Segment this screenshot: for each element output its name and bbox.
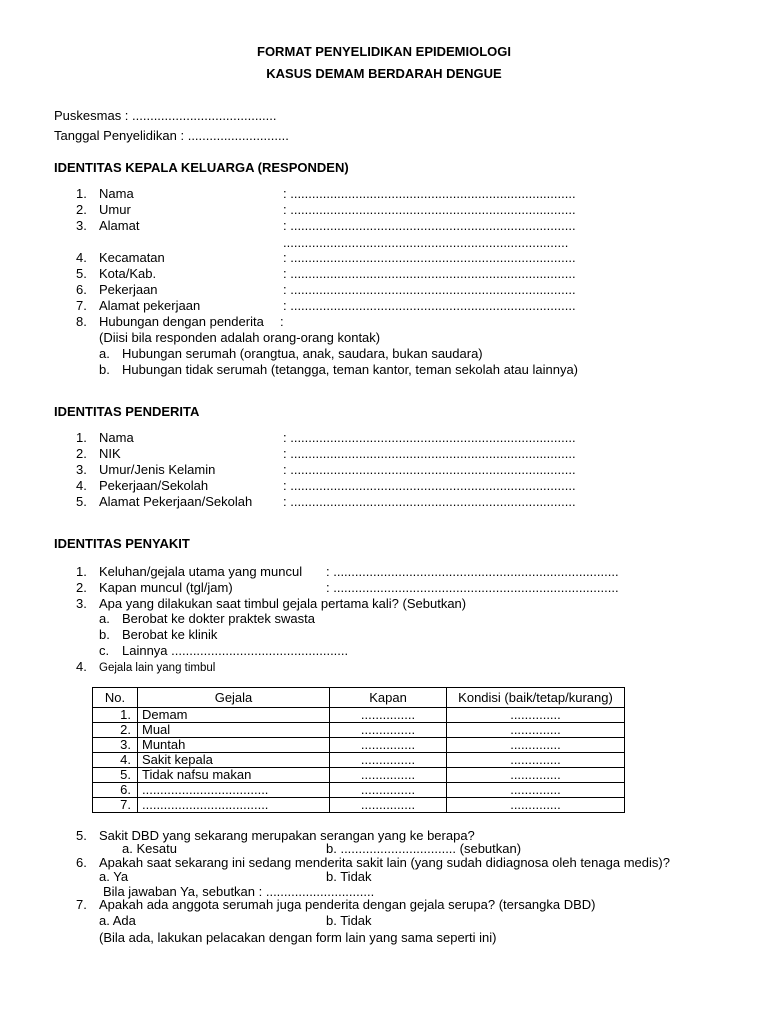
table-row (93, 783, 625, 798)
q7-option-a: a. Ada (99, 913, 136, 928)
field-label-nik: NIK (99, 446, 121, 461)
row-kapan: ............... (330, 783, 447, 798)
list-num: 7. (76, 897, 87, 912)
table-row (93, 738, 625, 753)
q7-note: (Bila ada, lakukan pelacakan dengan form lain yang sama seperti ini) (99, 930, 497, 945)
q3-option-klinik: Berobat ke klinik (122, 627, 218, 642)
list-num: 4. (76, 478, 87, 493)
q2-label: Kapan muncul (tgl/jam) (99, 580, 233, 595)
field-value-nama: : ............................................................................... (283, 186, 576, 201)
document-title-line2: KASUS DEMAM BERDARAH DENGUE (266, 66, 502, 81)
field-value-alamat-pekerjaan-sekolah: : ............................................................................... (283, 494, 576, 509)
header-gejala: Gejala (138, 688, 330, 708)
q7-option-b: b. Tidak (326, 913, 372, 928)
option-letter: b. (99, 362, 110, 377)
row-kapan: ............... (330, 753, 447, 768)
q6-text: Apakah saat sekarang ini sedang menderita sakit lain (yang sudah didiagnosa oleh tenaga medis)? (99, 855, 670, 870)
list-num: 5. (76, 266, 87, 281)
field-label-umur-jk: Umur/Jenis Kelamin (99, 462, 216, 477)
row-kondisi: .............. (447, 738, 625, 753)
row-kondisi: .............. (447, 753, 625, 768)
list-num: 4. (76, 250, 87, 265)
field-value-alamat: : ............................................................................... (283, 218, 576, 233)
field-label-pekerjaan-sekolah: Pekerjaan/Sekolah (99, 478, 209, 493)
q6-option-b: b. Tidak (326, 869, 372, 884)
table-row (93, 723, 625, 738)
q5-option-b: b. ................................ (sebutkan) (326, 841, 522, 856)
header-kondisi: Kondisi (baik/tetap/kurang) (447, 688, 625, 708)
row-no: 1. (93, 708, 138, 723)
list-num: 3. (76, 462, 87, 477)
field-label-kota: Kota/Kab. (99, 266, 157, 281)
row-kondisi: .............. (447, 723, 625, 738)
field-value-alamat-pekerjaan: : ............................................................................... (283, 298, 576, 313)
q6-note: Bila jawaban Ya, sebutkan : .............................. (103, 884, 375, 899)
field-label-pekerjaan: Pekerjaan (99, 282, 158, 297)
row-kapan: ............... (330, 708, 447, 723)
row-gejala: Muntah (138, 738, 330, 753)
q3-option-lainnya: Lainnya ................................................. (122, 643, 349, 658)
field-label-umur: Umur (99, 202, 131, 217)
row-no: 5. (93, 768, 138, 783)
q5-option-a: a. Kesatu (122, 841, 177, 856)
field-value-kecamatan: : ............................................................................... (283, 250, 576, 265)
field-label-alamat: Alamat (99, 218, 140, 233)
row-no: 7. (93, 798, 138, 813)
field-label-alamat-pekerjaan: Alamat pekerjaan (99, 298, 201, 313)
list-num: 1. (76, 430, 87, 445)
row-gejala: ................................... (138, 783, 330, 798)
row-kapan: ............... (330, 738, 447, 753)
row-no: 4. (93, 753, 138, 768)
field-value-umur-jk: : ............................................................................... (283, 462, 576, 477)
list-num: 6. (76, 855, 87, 870)
option-hubungan-serumah: Hubungan serumah (orangtua, anak, saudara, bukan saudara) (122, 346, 483, 361)
list-num: 6. (76, 282, 87, 297)
list-num: 7. (76, 298, 87, 313)
list-num: 8. (76, 314, 87, 329)
row-gejala: Mual (138, 723, 330, 738)
row-gejala: Sakit kepala (138, 753, 330, 768)
tanggal-field: Tanggal Penyelidikan : ............................ (54, 128, 289, 143)
field-value-alamat-cont: ............................................................................... (283, 235, 569, 250)
table-row (93, 798, 625, 813)
field-value-umur: : ............................................................................... (283, 202, 576, 217)
q7-text: Apakah ada anggota serumah juga penderita dengan gejala serupa? (tersangka DBD) (99, 897, 596, 912)
row-kapan: ............... (330, 798, 447, 813)
row-no: 3. (93, 738, 138, 753)
row-kondisi: .............. (447, 783, 625, 798)
field-value-hubungan: : (280, 314, 284, 329)
q4-text: Gejala lain yang timbul (99, 662, 216, 674)
header-no: No. (93, 688, 138, 708)
list-num: 2. (76, 580, 87, 595)
option-letter: a. (99, 611, 110, 626)
option-letter: b. (99, 627, 110, 642)
field-value-pekerjaan-sekolah: : ............................................................................... (283, 478, 576, 493)
field-label-nama: Nama (99, 186, 134, 201)
row-kapan: ............... (330, 768, 447, 783)
field-value-pekerjaan: : ............................................................................... (283, 282, 576, 297)
table-header-row (93, 688, 625, 708)
document-title-line1: FORMAT PENYELIDIKAN EPIDEMIOLOGI (257, 44, 511, 59)
q1-value: : ............................................................................... (326, 564, 619, 579)
q1-label: Keluhan/gejala utama yang muncul (99, 564, 303, 579)
row-gejala: Demam (138, 708, 330, 723)
puskesmas-field: Puskesmas : ........................................ (54, 108, 277, 123)
hubungan-note: (Diisi bila responden adalah orang-orang kontak) (99, 330, 381, 345)
field-value-nik: : ............................................................................... (283, 446, 576, 461)
table-row (93, 708, 625, 723)
row-no: 2. (93, 723, 138, 738)
row-kondisi: .............. (447, 768, 625, 783)
section-kepala-heading: IDENTITAS KEPALA KELUARGA (RESPONDEN) (54, 160, 349, 175)
q6-option-a: a. Ya (99, 869, 129, 884)
row-kapan: ............... (330, 723, 447, 738)
list-num: 4. (76, 659, 87, 674)
q2-value: : ............................................................................... (326, 580, 619, 595)
list-num: 5. (76, 828, 87, 843)
list-num: 5. (76, 494, 87, 509)
row-gejala: Tidak nafsu makan (138, 768, 330, 783)
list-num: 1. (76, 186, 87, 201)
table-row (93, 768, 625, 783)
gejala-table (92, 687, 625, 813)
field-label-hubungan: Hubungan dengan penderita (99, 314, 264, 329)
field-value-kota: : ............................................................................... (283, 266, 576, 281)
row-kondisi: .............. (447, 798, 625, 813)
list-num: 1. (76, 564, 87, 579)
row-gejala: ................................... (138, 798, 330, 813)
header-kapan: Kapan (330, 688, 447, 708)
list-num: 2. (76, 202, 87, 217)
field-label-alamat-pekerjaan-sekolah: Alamat Pekerjaan/Sekolah (99, 494, 253, 509)
table-row (93, 753, 625, 768)
list-num: 3. (76, 218, 87, 233)
q3-text: Apa yang dilakukan saat timbul gejala pertama kali? (Sebutkan) (99, 596, 467, 611)
row-no: 6. (93, 783, 138, 798)
field-label-nama: Nama (99, 430, 134, 445)
section-penderita-heading: IDENTITAS PENDERITA (54, 404, 200, 419)
field-value-nama: : ............................................................................... (283, 430, 576, 445)
row-kondisi: .............. (447, 708, 625, 723)
field-label-kecamatan: Kecamatan (99, 250, 165, 265)
list-num: 3. (76, 596, 87, 611)
q5-text: Sakit DBD yang sekarang merupakan serangan yang ke berapa? (99, 828, 475, 843)
q3-option-dokter: Berobat ke dokter praktek swasta (122, 611, 315, 626)
option-hubungan-tidak-serumah: Hubungan tidak serumah (tetangga, teman kantor, teman sekolah atau lainnya) (122, 362, 579, 377)
option-letter: c. (99, 643, 110, 658)
option-letter: a. (99, 346, 110, 361)
list-num: 2. (76, 446, 87, 461)
section-penyakit-heading: IDENTITAS PENYAKIT (54, 536, 190, 551)
